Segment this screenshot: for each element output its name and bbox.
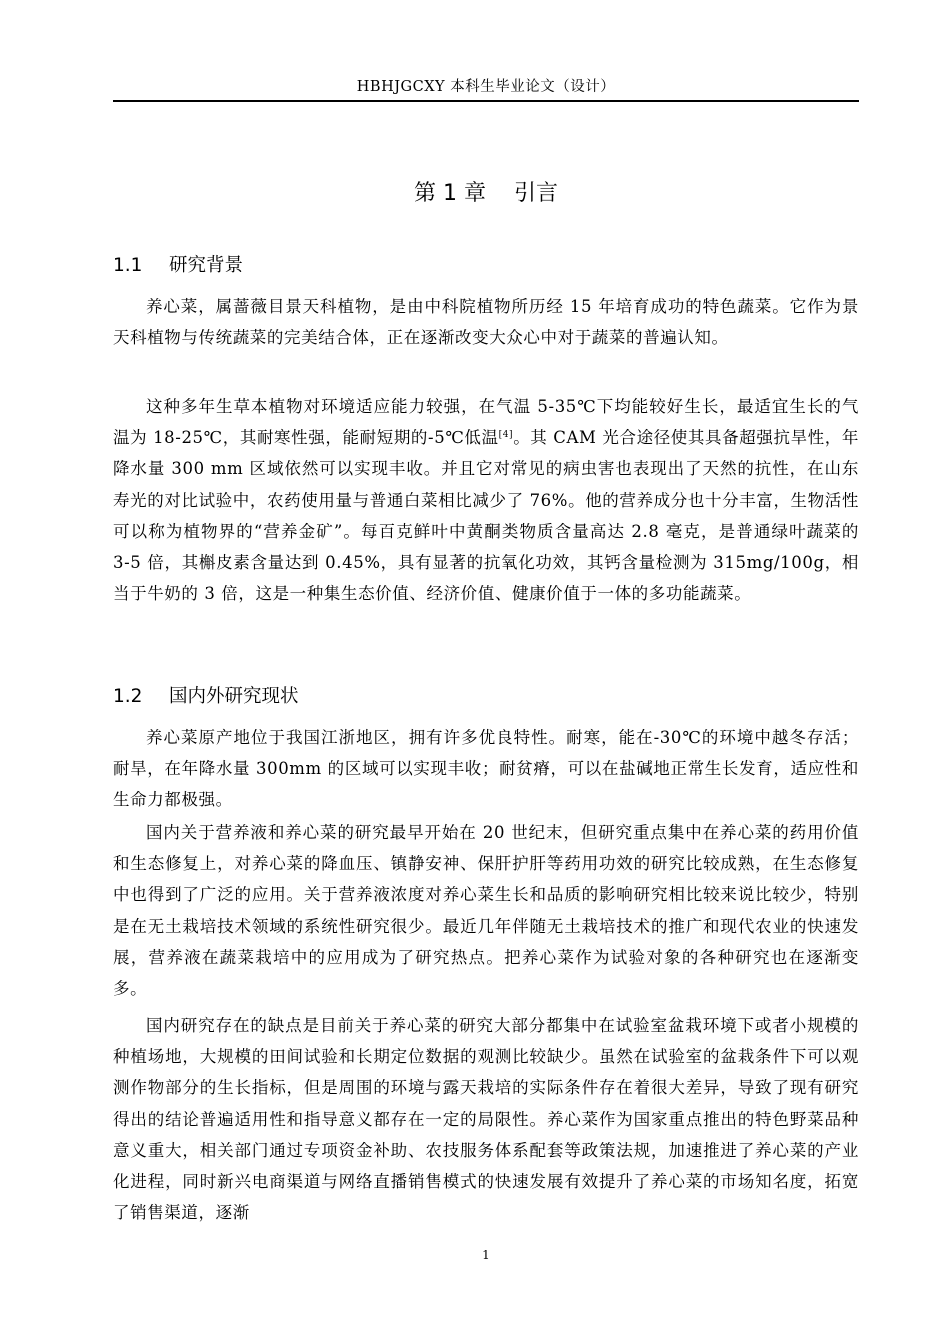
paragraph-text: 这种多年生草本植物对环境适应能力较强，在气温 5-35℃下均能较好生长，最适宜生长的气温为 18-25℃，其耐寒性强，能耐短期的-5℃低温: [113, 397, 859, 448]
section-number: 1.1: [113, 255, 143, 276]
paragraph: 国内关于营养液和养心菜的研究最早开始在 20 世纪末，但研究重点集中在养心菜的药用价值和生态修复上，对养心菜的降血压、镇静安神、保肝护肝等药用功效的研究比较成熟，在生态修复中也得到了广泛的应用。关于营养液浓度对养心菜生长和品质的影响研究相比较来说比较少，特别是在无土栽培技术领域的系统性研究很少。最近几年伴随无土栽培技术的推广和现代农业的快速发展，营养液在蔬菜栽培中的应用成为了研究热点。把养心菜作为试验对象的各种研究也在逐渐变多。: [113, 823, 859, 999]
paragraph-with-citation: [113, 391, 859, 609]
page-number: 1: [482, 1248, 490, 1262]
paragraph: 国内研究存在的缺点是目前关于养心菜的研究大部分都集中在试验室盆栽环境下或者小规模的种植场地，大规模的田间试验和长期定位数据的观测比较缺少。虽然在试验室的盆栽条件下可以观测作物部分的生长指标，但是周围的环境与露天栽培的实际条件存在着很大差异，导致了现有研究得出的结论普遍适用性和指导意义都存在一定的局限性。养心菜作为国家重点推出的特色野菜品种意义重大，相关部门通过专项资金补助、农技服务体系配套等政策法规，加速推进了养心菜的产业化进程，同时新兴电商渠道与网络直播销售模式的快速发展有效提升了养心菜的市场知名度，拓宽了销售渠道，逐渐: [113, 1016, 859, 1223]
paragraph: 养心菜原产地位于我国江浙地区，拥有许多优良特性。耐寒，能在-30℃的环境中越冬存活；耐旱，在年降水量 300mm 的区域可以实现丰收；耐贫瘠，可以在盐碱地正常生长发育，适应性和生命力都极强。: [113, 728, 859, 810]
section-heading-1-2: [113, 683, 299, 711]
chapter-title: 第 1 章 引言: [414, 181, 558, 206]
header-divider: [113, 100, 859, 102]
section-heading-1-1: [113, 252, 243, 280]
section-title: 国内外研究现状: [169, 686, 299, 707]
section-title: 研究背景: [169, 255, 244, 276]
citation-ref: [4]: [498, 430, 514, 441]
paragraph-text: 。其 CAM 光合途径使其具备超强抗旱性，年降水量 300 mm 区域依然可以实现丰收。并且它对常见的病虫害也表现出了天然的抗性，在山东寿光的对比试验中，农药使用量与普通白菜相比减少了 76%。他的营养成分也十分丰富，生物活性可以称为植物界的“营养金矿”。每百克鲜叶中黄酮类物质含量高达 2.8 毫克，是普通绿叶蔬菜的 3-5 倍，其槲皮素含量达到 0.45%，具有显著的抗氧化功效，其钙含量检测为 315mg/100g，相当于牛奶的 3 倍，这是一种集生态价值、经济价值、健康价值于一体的多功能蔬菜。: [113, 428, 860, 604]
running-header: HBHJGCXY 本科生毕业论文（设计）: [356, 79, 616, 95]
paragraph: 养心菜，属蔷薇目景天科植物，是由中科院植物所历经 15 年培育成功的特色蔬菜。它作为景天科植物与传统蔬菜的完美结合体，正在逐渐改变大众心中对于蔬菜的普遍认知。: [113, 297, 859, 348]
section-number: 1.2: [113, 686, 143, 707]
